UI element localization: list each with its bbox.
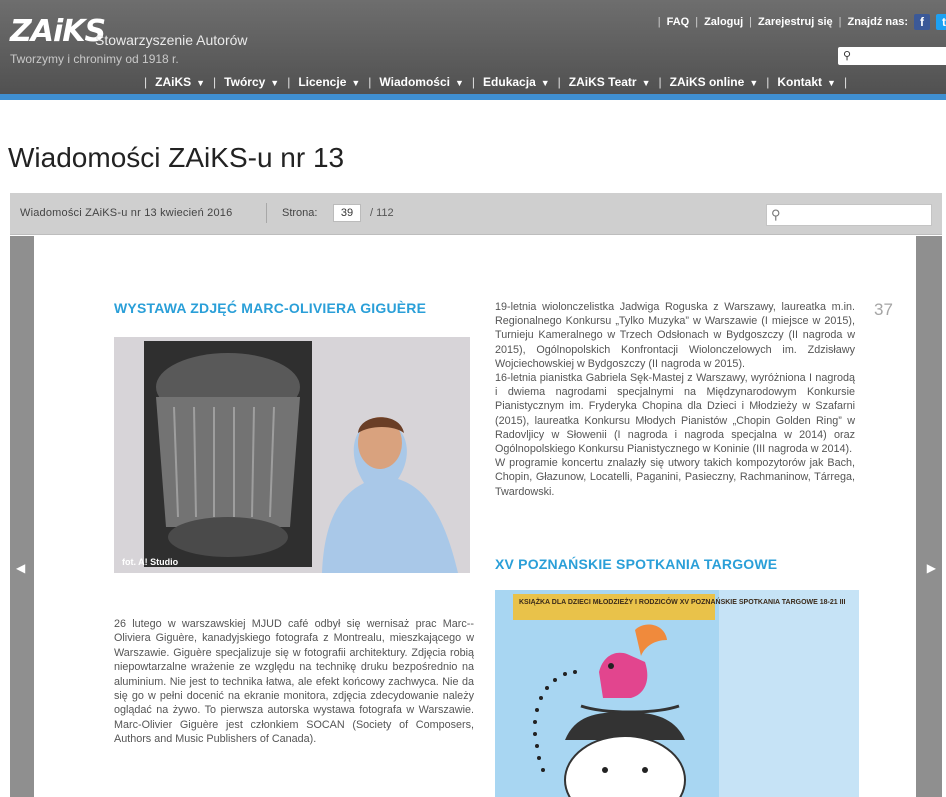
- child-eye: [642, 767, 648, 773]
- nav-item-label: Licencje: [298, 75, 347, 89]
- viewer-body: [10, 236, 942, 797]
- fair-poster: [495, 590, 859, 797]
- header-search-input[interactable]: [838, 47, 946, 65]
- search-icon: ⚲: [843, 50, 852, 62]
- facebook-icon[interactable]: f: [914, 14, 930, 30]
- chevron-down-icon: ▼: [455, 78, 464, 88]
- poster-title-band: [513, 594, 715, 620]
- top-links-separator: |: [695, 16, 699, 28]
- zaiks-logo[interactable]: ZAiKS: [10, 14, 106, 49]
- nav-separator: |: [213, 75, 217, 89]
- chevron-down-icon: ▼: [641, 78, 651, 88]
- chevron-down-icon: ▼: [351, 78, 361, 88]
- article-body: [495, 300, 855, 499]
- dome-floor: [168, 517, 288, 557]
- nav-item-zaiks[interactable]: [155, 75, 205, 89]
- page-title: Wiadomości ZAiKS-u nr 13: [8, 142, 345, 173]
- nav-item-label: Kontakt: [777, 75, 823, 89]
- horse-eye: [608, 663, 614, 669]
- login-link[interactable]: Zaloguj: [704, 16, 744, 28]
- chevron-down-icon: ▼: [827, 78, 836, 88]
- viewer-search-input[interactable]: [766, 204, 932, 226]
- page-number-input[interactable]: 39: [333, 204, 361, 222]
- nav-item-kontakt[interactable]: [777, 75, 836, 89]
- register-link[interactable]: Zarejestruj się: [758, 16, 833, 28]
- nav-separator: |: [144, 75, 148, 89]
- magazine-page: [34, 236, 916, 797]
- viewer-toolbar: [10, 193, 942, 235]
- toolbar-divider: [266, 203, 267, 223]
- nav-separator: |: [766, 75, 770, 89]
- nav-separator: |: [658, 75, 662, 89]
- prev-page-icon[interactable]: ◀: [16, 561, 26, 575]
- search-icon: ⚲: [771, 207, 781, 222]
- chevron-down-icon: ▼: [196, 78, 206, 88]
- article-paragraph: 16-letnia pianistka Gabriela Sęk-Mastej z Warszawy, wyróżniona I nagrodą i dwiema nagrodami specjalnymi na Międzynarodowym Konkursie Pianistycznym im. Fryderyka Chopina dla Dzieci i Młodzieży w Szafarni (2015), laureatka Konkursu Młodych Pianistów „Chopin Golden Ring” w Radovljicy w Słowenii (I nagroda i nagroda specjalna w 2014) oraz Ogólnopolskiego Konkursu Pianistycznego w Koninie (III nagroda w 2014).: [495, 372, 855, 456]
- page-total: / 112: [370, 207, 394, 219]
- tagline: Tworzymy i chronimy od 1918 r.: [10, 52, 179, 66]
- photo-illustration: [114, 337, 470, 573]
- top-links-separator: |: [657, 16, 661, 28]
- top-links: [658, 13, 946, 31]
- nav-item-label: ZAiKS: [155, 75, 192, 89]
- top-links-separator: |: [749, 16, 753, 28]
- nav-item-wiadomosci[interactable]: [379, 75, 464, 89]
- page-folio: 37: [874, 300, 893, 319]
- nav-item-label: ZAiKS Teatr: [568, 75, 637, 89]
- page-label: Strona:: [282, 207, 318, 219]
- poster-side: [719, 590, 859, 797]
- article-paragraph: 19-letnia wiolonczelistka Jadwiga Roguska z Warszawy, laureatka m.in. Regionalnego Konkursu „Tylko Muzyka” w Warszawie (I miejsce w 2015), Turnieju Kameralnego w Trzech Odsłonach w Bydgoszczy (II nagroda w 2015), Ogólnopolskich Konfrontacji Wiolonczelowych im. Zdzisławy Wojciechowskiej w Bydgoszczy (II nagroda w 2015).: [495, 301, 855, 370]
- nav-item-label: ZAiKS online: [669, 75, 745, 89]
- site-header: [0, 0, 946, 100]
- chevron-down-icon: ▼: [270, 78, 280, 88]
- chevron-down-icon: ▼: [540, 78, 550, 88]
- nav-item-tworcy[interactable]: [224, 75, 279, 89]
- twitter-icon[interactable]: t: [936, 14, 946, 30]
- article-body: 26 lutego w warszawskiej MJUD café odbył się wernisaż prac Marc--Oliviera Giguère, kanadyjskiego fotografa z Montrealu, mieszkającego w Warszawie. Giguère specjalizuje się w fotografii architektury. Zdjęcia robią niepowtarzalne wrażenie ze względu na technikę druku bezpośrednio na aluminium. Nie jest to technika łatwa, ale efekt końcowy zachwyca. Nie da się go w pełni docenić na ekranie monitora, zdjęcia zdecydowanie należy oglądać na żywo. To pierwsza autorska wystawa fotografa w Warszawie. Marc-Olivier Giguère jest członkiem SOCAN (Society of Composers, Authors and Music Publishers of Canada).: [114, 618, 474, 746]
- top-links-separator: |: [838, 16, 842, 28]
- photo-credit: fot. A! Studio: [122, 557, 179, 567]
- faq-link[interactable]: FAQ: [666, 16, 690, 28]
- article-heading: XV POZNAŃSKIE SPOTKANIA TARGOWE: [495, 556, 778, 572]
- article-paragraph: W programie koncertu znalazły się utwory takich kompozytorów jak Bach, Chopin, Głazunow, Locatelli, Paganini, Pasieczny, Rachmaninow, Tárrega, Twardowski.: [495, 457, 855, 498]
- main-nav: [136, 75, 855, 89]
- nav-item-label: Edukacja: [483, 75, 536, 89]
- nav-separator: |: [557, 75, 561, 89]
- article-heading: WYSTAWA ZDJĘĆ MARC-OLIVIERA GIGUÈRE: [114, 300, 427, 316]
- poster-illustration: [495, 590, 859, 797]
- header-stripe: [0, 94, 946, 100]
- nav-item-label: Wiadomości: [379, 75, 450, 89]
- nav-item-zaiks-online[interactable]: [670, 75, 759, 89]
- find-us-label: Znajdź nas:: [847, 16, 908, 28]
- nav-item-label: Twórcy: [224, 75, 266, 89]
- next-page-icon[interactable]: ▶: [926, 561, 936, 575]
- nav-separator: |: [843, 75, 848, 89]
- nav-item-zaiks-teatr[interactable]: [569, 75, 651, 89]
- nav-item-edukacja[interactable]: [483, 75, 550, 89]
- child-eye: [602, 767, 608, 773]
- nav-item-licencje[interactable]: [298, 75, 360, 89]
- poster-text: KSIĄŻKA DLA DZIECI MŁODZIEŻY I RODZICÓW XV POZNAŃSKIE SPOTKANIA TARGOWE 18-21 III: [519, 599, 846, 606]
- issue-label: Wiadomości ZAiKS-u nr 13 kwiecień 2016: [20, 207, 233, 219]
- chevron-down-icon: ▼: [749, 78, 759, 88]
- exhibition-photo: [114, 337, 470, 573]
- nav-separator: |: [368, 75, 372, 89]
- org-name: Stowarzyszenie Autorów: [95, 32, 248, 48]
- nav-separator: |: [287, 75, 291, 89]
- nav-separator: |: [471, 75, 476, 89]
